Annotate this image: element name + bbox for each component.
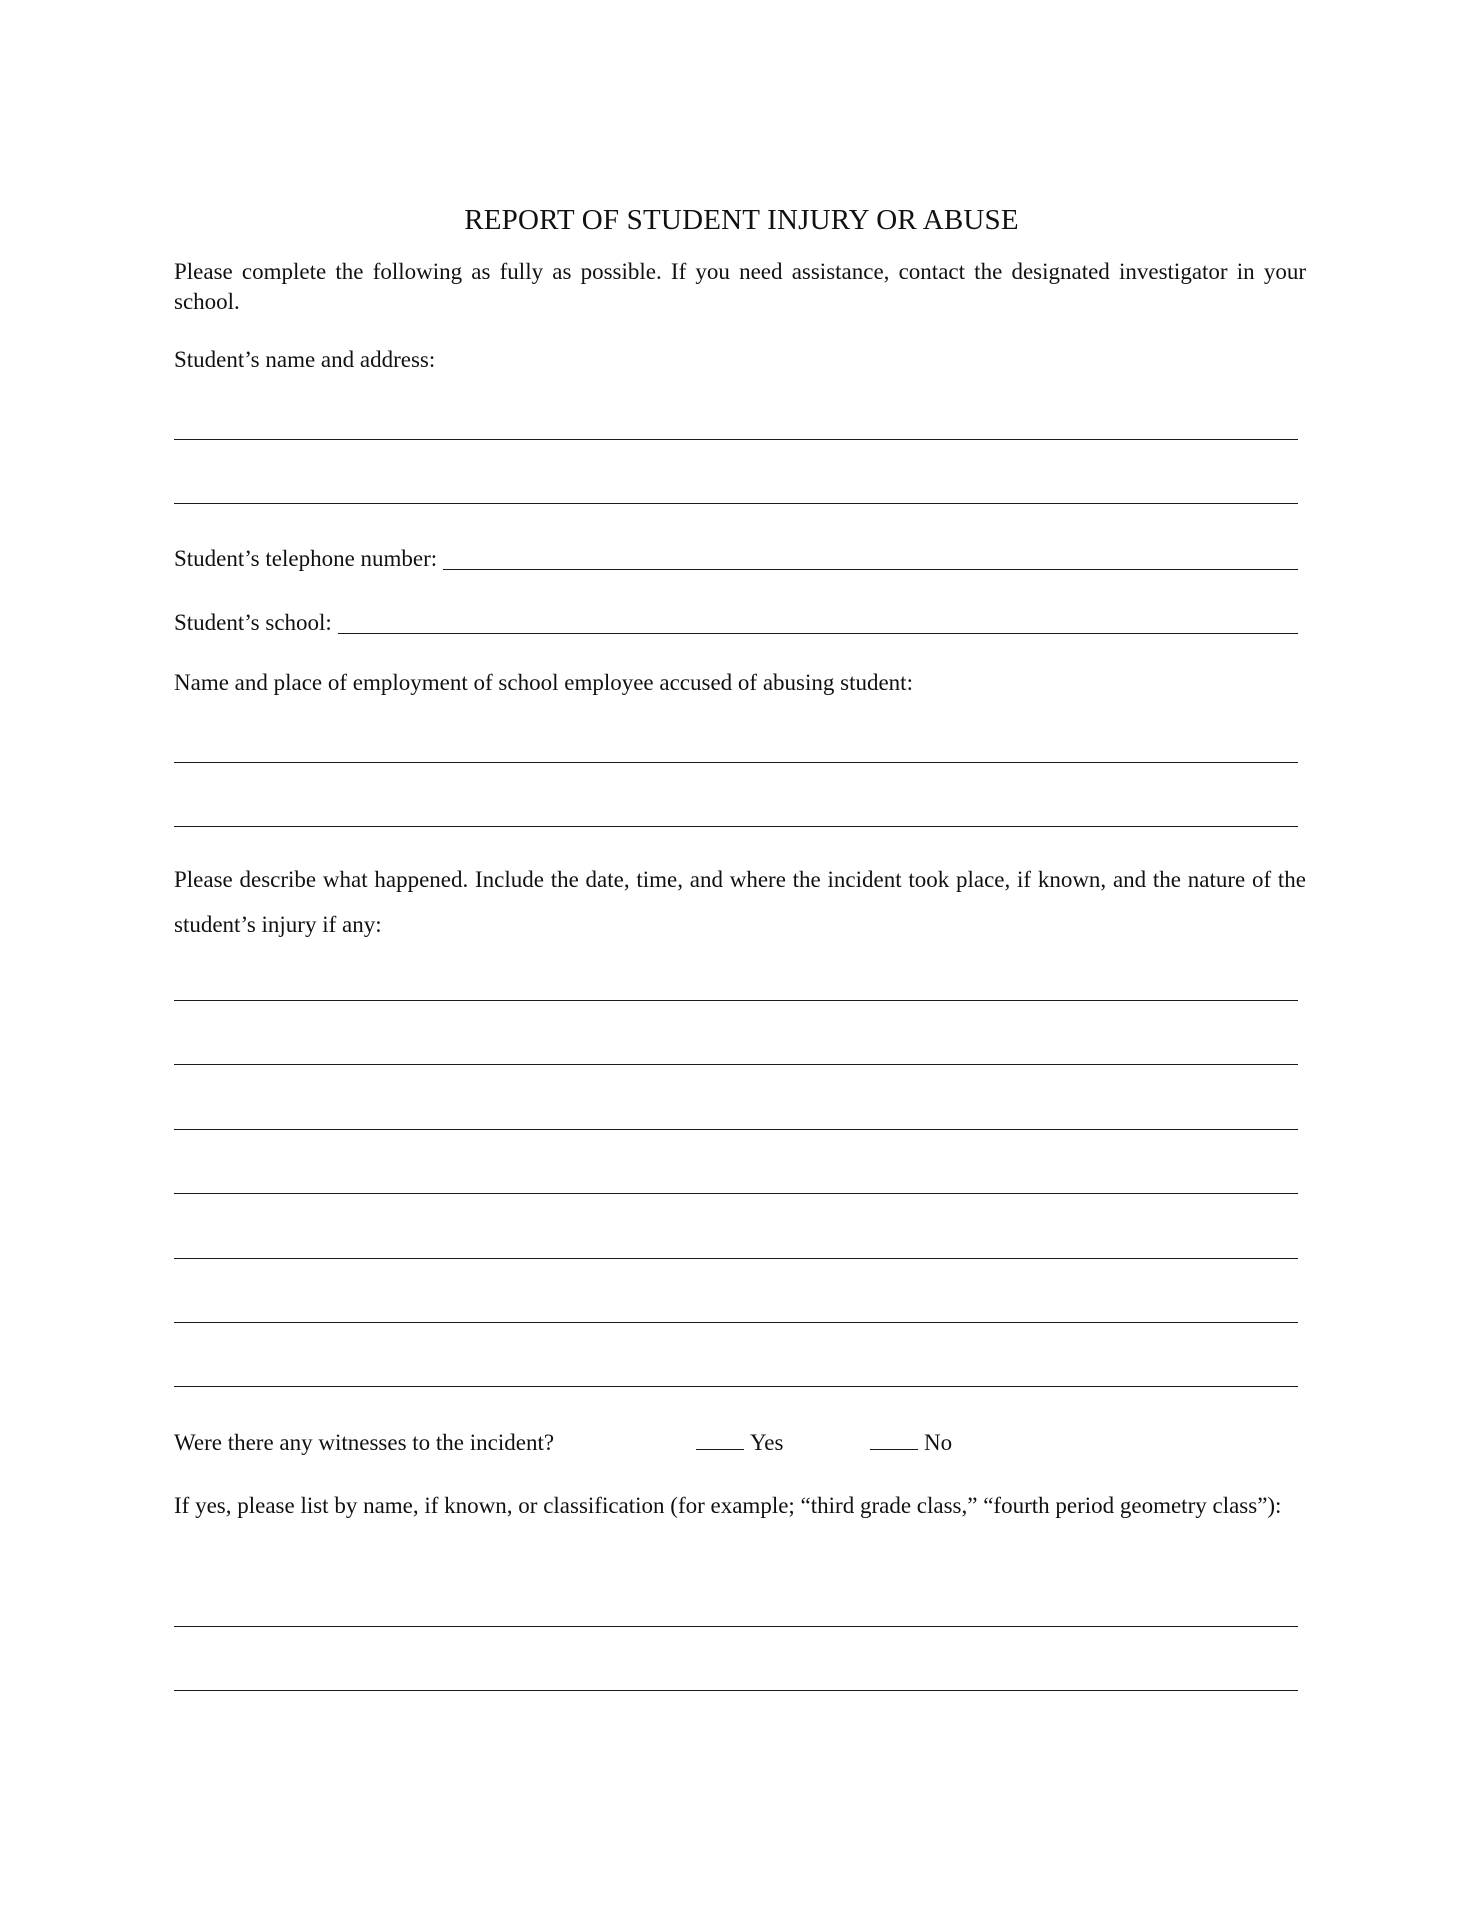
telephone-field <box>174 540 1298 572</box>
witness-yes-blank[interactable] <box>696 1429 744 1450</box>
description-line-6[interactable] <box>174 1322 1298 1323</box>
witness-yes-option[interactable] <box>696 1428 783 1458</box>
school-label: Student’s school: <box>174 610 332 635</box>
description-line-2[interactable] <box>174 1064 1298 1065</box>
description-line-7[interactable] <box>174 1386 1298 1387</box>
witness-no-option[interactable] <box>870 1428 952 1458</box>
school-line[interactable] <box>338 609 1298 634</box>
form-title: REPORT OF STUDENT INJURY OR ABUSE <box>464 204 1019 236</box>
description-label: Please describe what happened. Include the date, time, and where the incident took place, if known, and the nature of the student’s injury if any: <box>174 867 1306 937</box>
witness-no-label: No <box>924 1430 953 1455</box>
description-line-5[interactable] <box>174 1258 1298 1259</box>
intro-paragraph: Please complete the following as fully as possible. If you need assistance, contact the designated investigator in your school. <box>174 259 1306 314</box>
school-field <box>174 604 1298 636</box>
telephone-line[interactable] <box>443 545 1298 570</box>
description-line-4[interactable] <box>174 1193 1298 1194</box>
employee-line-2[interactable] <box>174 826 1298 827</box>
description-line-3[interactable] <box>174 1129 1298 1130</box>
employee-line-1[interactable] <box>174 762 1298 763</box>
name-address-label: Student’s name and address: <box>174 347 436 372</box>
name-address-line-1[interactable] <box>174 439 1298 440</box>
witness-list-line-2[interactable] <box>174 1690 1298 1691</box>
witness-yes-label: Yes <box>750 1430 784 1455</box>
witness-no-blank[interactable] <box>870 1429 918 1450</box>
description-line-1[interactable] <box>174 1000 1298 1001</box>
witness-list-label: If yes, please list by name, if known, or classification (for example; “third grade class,” “fourth period geometry class”): <box>174 1493 1282 1518</box>
name-address-line-2[interactable] <box>174 503 1298 504</box>
witness-list-line-1[interactable] <box>174 1626 1298 1627</box>
employee-label: Name and place of employment of school employee accused of abusing student: <box>174 670 913 695</box>
witness-question: Were there any witnesses to the incident? <box>174 1430 555 1455</box>
telephone-label: Student’s telephone number: <box>174 546 438 571</box>
